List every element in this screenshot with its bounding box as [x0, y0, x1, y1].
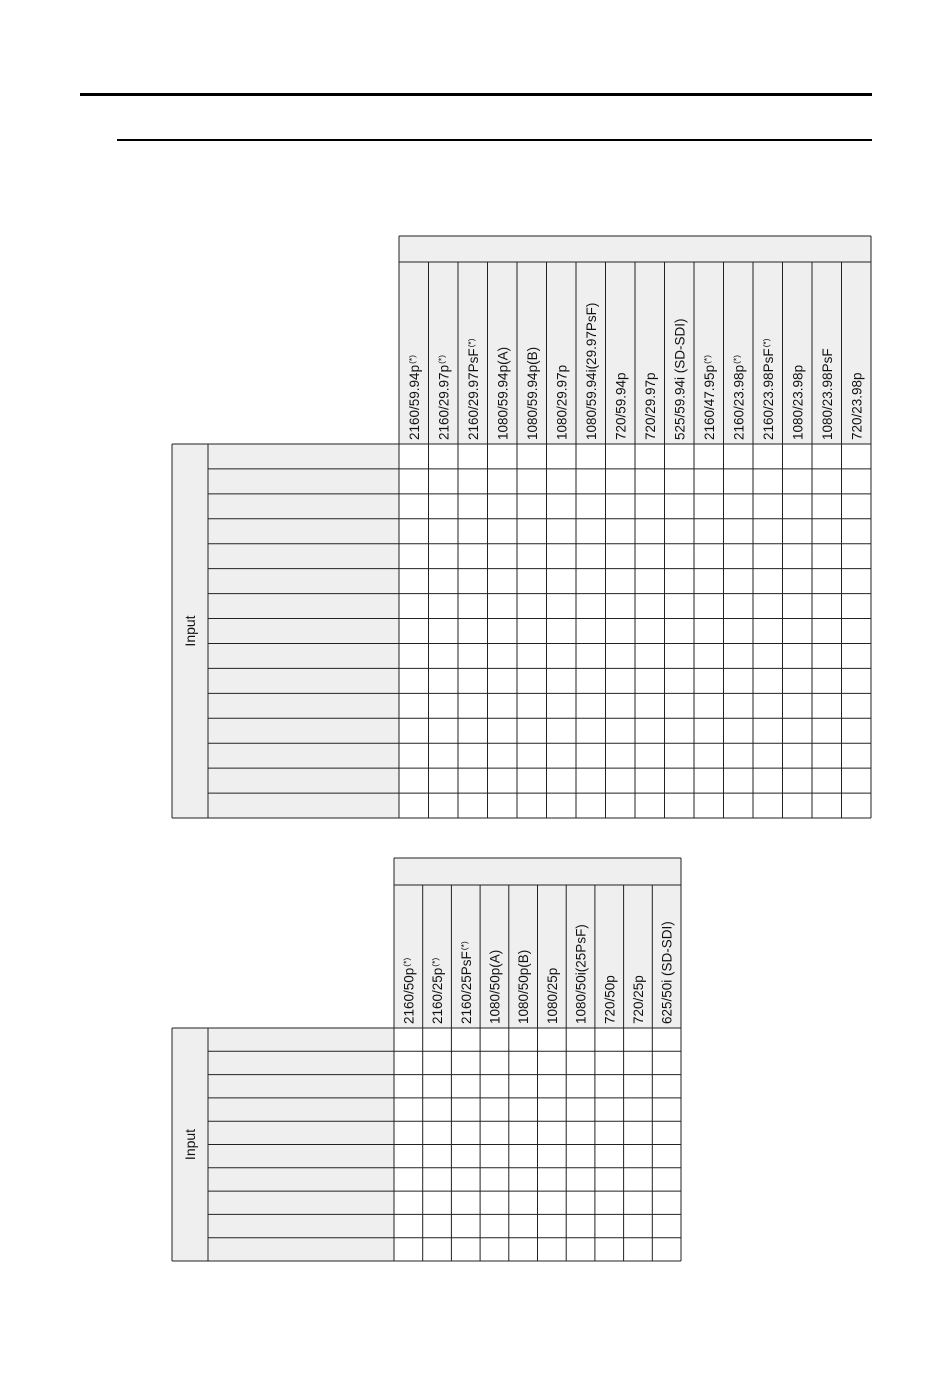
column-header-label: 1080/59.94p(A): [495, 346, 511, 440]
column-header-label: 720/59.94p: [613, 372, 629, 440]
column-header-label: 1080/50p(A): [487, 949, 503, 1024]
column-header-label: 2160/29.97PsF(*): [465, 338, 481, 440]
column-header-label: 625/50i (SD-SDI): [659, 921, 675, 1024]
column-header-label: 1080/59.94i(29.97PsF): [583, 302, 599, 440]
column-header-label: 2160/29.97p(*): [436, 354, 452, 440]
column-header-label: 1080/29.97p: [554, 364, 570, 440]
row-group-label: Input: [182, 1128, 198, 1161]
column-header-label: 2160/50p(*): [401, 957, 417, 1024]
column-header-label: 2160/47.95p(*): [701, 354, 717, 440]
column-header-label: 720/25p: [630, 975, 646, 1024]
column-header-label: 1080/23.98PsF: [819, 348, 835, 440]
column-header-label: 2160/23.98PsF(*): [760, 338, 776, 440]
column-header-label: 2160/25PsF(*): [458, 941, 474, 1024]
row-group-label: Input: [182, 615, 198, 647]
column-header-label: 525/59.94i (SD-SDI): [672, 318, 688, 440]
column-header-label: 720/50p: [602, 975, 618, 1024]
column-header-label: 1080/50p(B): [516, 949, 532, 1024]
column-header-label: 1080/59.94p(B): [524, 346, 540, 440]
column-header-label: 720/23.98p: [849, 372, 865, 440]
column-header-label: 1080/23.98p: [790, 364, 806, 440]
column-header-label: 2160/59.94p(*): [406, 354, 422, 440]
column-header-label: 1080/50i(25PsF): [573, 924, 589, 1024]
column-header-label: 2160/23.98p(*): [731, 354, 747, 440]
column-header-label: 720/29.97p: [642, 372, 658, 440]
column-header-label: 1080/25p: [544, 967, 560, 1024]
column-header-label: 2160/25p(*): [430, 957, 446, 1024]
group-header-cell: [394, 858, 681, 885]
